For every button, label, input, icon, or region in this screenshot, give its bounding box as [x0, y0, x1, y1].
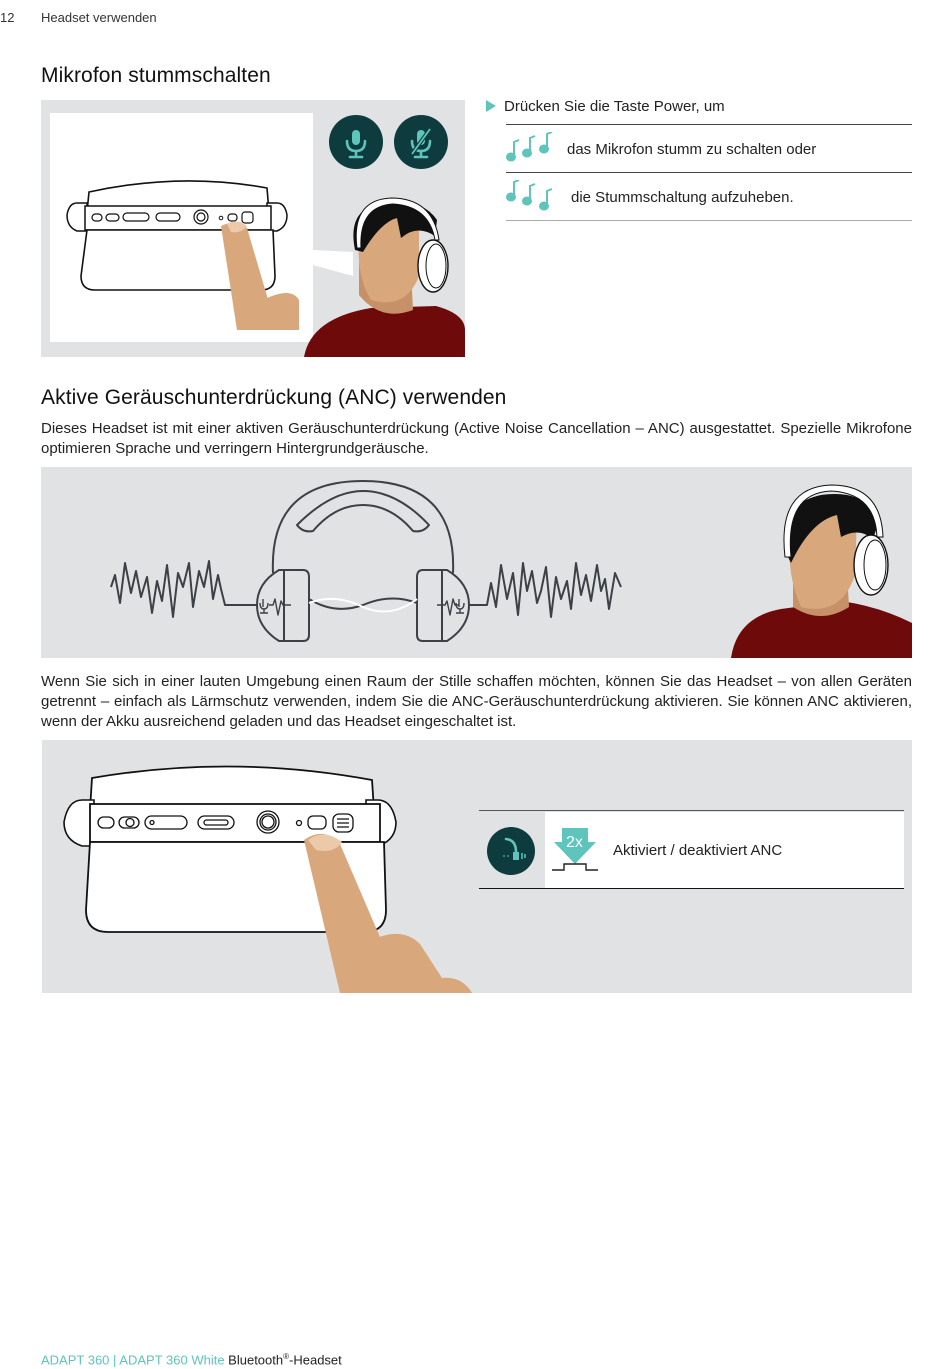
footer-product: Bluetooth — [228, 1352, 284, 1368]
footer-registered: ® — [283, 1352, 290, 1361]
step-row-unmute — [506, 178, 912, 220]
three-ascending-tones-icon — [506, 132, 558, 162]
headset-anc-button-drawing — [42, 740, 472, 993]
divider — [506, 220, 912, 221]
step-unmute-text: die Stummschaltung aufzuheben. — [571, 189, 794, 206]
divider — [479, 810, 904, 811]
section-title-mute: Mikrofon stummschalten — [41, 64, 271, 87]
step-intro — [486, 98, 725, 116]
mute-illustration — [41, 100, 465, 357]
headset-power-button-drawing — [41, 100, 465, 357]
anc-illustration — [41, 467, 912, 658]
three-descending-tones-icon — [506, 180, 558, 212]
anc-button-illustration — [42, 740, 912, 993]
press-count: 2x — [566, 834, 583, 851]
divider — [479, 888, 904, 889]
running-title: Headset verwenden — [41, 10, 157, 25]
page-number: 12 — [0, 10, 15, 25]
anc-usage-paragraph: Wenn Sie sich in einer lauten Umgebung einen Raum der Stille schaffen möchten, können Sie das Headset – von allen Geräten getrennt – einfach als Lärmschutz verwenden, indem Sie die ANC-Geräuschunterdrückung aktivieren. Sie können ANC aktivieren, wenn der Akku ausreichend geladen und das Headset eingeschaltet ist. — [41, 673, 912, 730]
step-mute-text: das Mikrofon stumm zu schalten oder — [567, 141, 817, 158]
step-intro-text: Drücken Sie die Taste Power, um — [504, 98, 725, 115]
footer-suffix: -Headset — [289, 1352, 342, 1368]
divider — [506, 172, 912, 173]
anc-action-label: Aktiviert / deaktiviert ANC — [613, 842, 783, 859]
section-title-anc: Aktive Geräuschunterdrückung (ANC) verwenden — [41, 386, 507, 409]
triangle-bullet-icon — [486, 100, 496, 112]
anc-intro-paragraph: Dieses Headset ist mit einer aktiven Geräuschunterdrückung (Active Noise Cancellation – ANC) ausgestattet. Spezielle Mikrofone optimieren Sprache und verringern Hintergrundgeräusche. — [41, 420, 912, 457]
footer-brand: ADAPT 360 | ADAPT 360 White — [41, 1352, 225, 1368]
anc-headphones-waveform-drawing — [41, 467, 912, 658]
divider — [506, 124, 912, 125]
footer — [41, 1352, 342, 1367]
step-row-mute — [506, 130, 912, 172]
anc-headset-icon — [486, 826, 536, 876]
